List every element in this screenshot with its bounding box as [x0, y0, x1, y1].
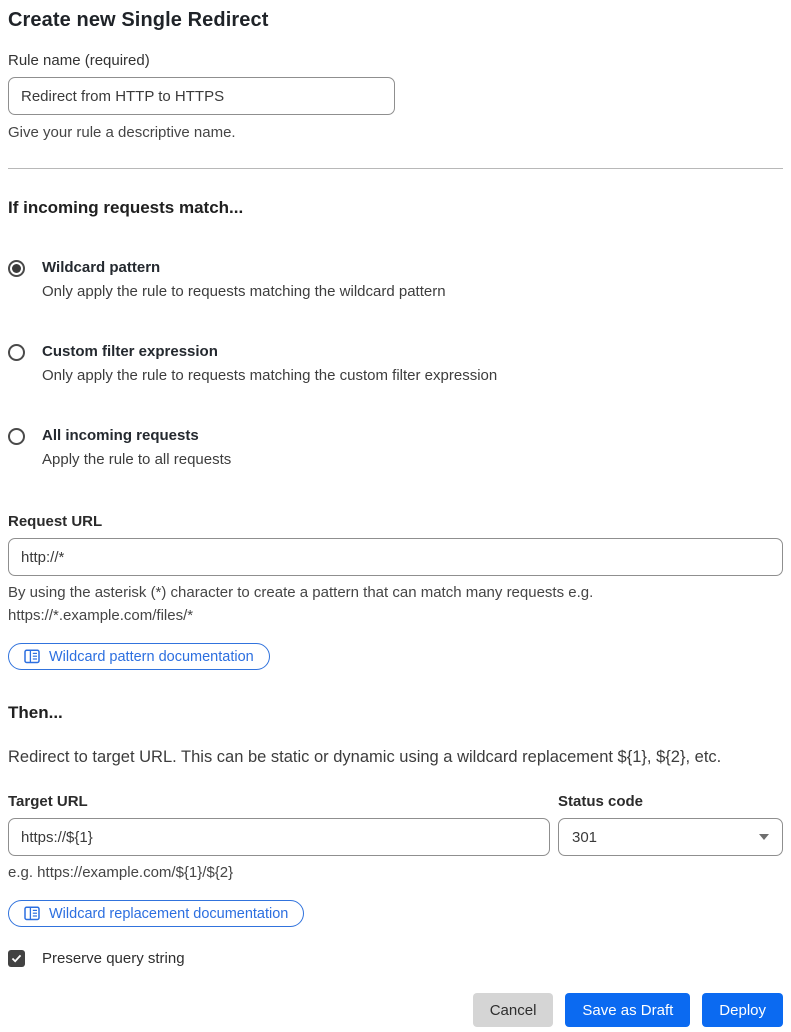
wildcard-pattern-docs-button[interactable]: [8, 643, 270, 670]
book-icon: [24, 649, 40, 664]
radio-label: All incoming requests: [42, 427, 199, 444]
doc-button-label: Wildcard replacement documentation: [49, 905, 289, 922]
check-icon: [11, 954, 22, 963]
preserve-query-string-label: Preserve query string: [42, 950, 185, 967]
radio-label: Wildcard pattern: [42, 259, 161, 276]
match-section-heading: If incoming requests match...: [8, 198, 244, 217]
page-title: Create new Single Redirect: [8, 9, 269, 31]
target-url-help: e.g. https://example.com/${1}/${2}: [8, 864, 234, 881]
status-code-value: 301: [572, 828, 598, 846]
target-url-label: Target URL: [8, 793, 88, 810]
checkbox-checked-icon[interactable]: [8, 950, 25, 967]
status-code-select[interactable]: [558, 818, 783, 856]
radio-button-icon[interactable]: [8, 344, 25, 361]
request-url-label: Request URL: [8, 513, 103, 530]
then-description: Redirect to target URL. This can be static or dynamic using a wildcard replacement ${1}, ${2}, etc.: [8, 748, 722, 766]
footer-actions: [8, 993, 783, 1027]
book-icon: [24, 906, 40, 921]
cancel-button[interactable]: Cancel: [473, 993, 554, 1027]
preserve-query-string-option[interactable]: [8, 950, 783, 967]
then-section-heading: Then...: [8, 703, 63, 722]
radio-option-custom-filter-expression[interactable]: [8, 342, 783, 386]
radio-option-wildcard-pattern[interactable]: [8, 258, 783, 302]
request-url-help: [8, 581, 783, 627]
radio-label: Custom filter expression: [42, 343, 218, 360]
rule-name-input[interactable]: [8, 77, 395, 115]
request-url-help-line2: https://*.example.com/files/*: [8, 607, 194, 624]
rule-name-label: Rule name (required): [8, 52, 150, 69]
chevron-down-icon: [759, 834, 769, 840]
radio-description: Apply the rule to all requests: [42, 451, 232, 468]
radio-button-icon[interactable]: [8, 428, 25, 445]
status-code-label: Status code: [558, 793, 644, 810]
radio-option-all-incoming-requests[interactable]: [8, 426, 783, 470]
radio-description: Only apply the rule to requests matching the custom filter expression: [42, 367, 498, 384]
request-url-help-line1: By using the asterisk (*) character to create a pattern that can match many requests e.g.: [8, 584, 594, 601]
target-url-input[interactable]: [8, 818, 550, 856]
deploy-button[interactable]: Deploy: [702, 993, 783, 1027]
radio-description: Only apply the rule to requests matching the wildcard pattern: [42, 283, 446, 300]
radio-button-icon[interactable]: [8, 260, 25, 277]
rule-name-help: Give your rule a descriptive name.: [8, 124, 236, 141]
section-divider: [8, 168, 783, 169]
wildcard-replacement-docs-button[interactable]: [8, 900, 304, 927]
save-as-draft-button[interactable]: Save as Draft: [565, 993, 690, 1027]
doc-button-label: Wildcard pattern documentation: [49, 648, 254, 665]
request-url-input[interactable]: [8, 538, 783, 576]
